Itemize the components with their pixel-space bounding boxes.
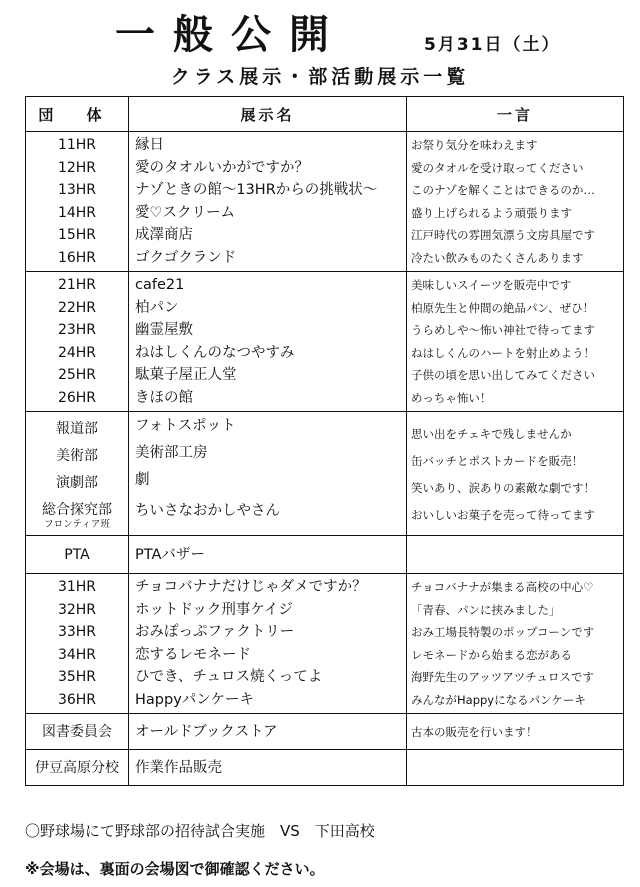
exhibit-name: チョコバナナだけじゃダメですか？	[135, 579, 367, 595]
exhibit-name: ホットドック刑事ケイジ	[135, 601, 293, 618]
org-name: 25HR	[57, 367, 97, 383]
org-cell	[26, 750, 129, 786]
exhibit-table	[25, 96, 624, 786]
exhibit-name: 作業作品販売	[135, 759, 222, 776]
org-name: 22HR	[57, 299, 97, 316]
baseball-note: 〇野球場にて野球部の招待試合実施 VS 下田高校	[25, 822, 375, 840]
table-row-pta	[26, 536, 624, 574]
page-subtitle: クラス展示・部活動展示一覧	[170, 66, 470, 88]
table-row-group-clubs	[26, 412, 624, 536]
exhibit-name: cafe21	[135, 277, 185, 293]
org-name: 21HR	[57, 277, 97, 293]
header	[0, 8, 640, 58]
table-row-group-3	[26, 574, 624, 714]
table-row-library	[26, 714, 624, 750]
exhibit-name: 恋するレモネード	[135, 646, 251, 663]
page-title: 一般公開	[115, 12, 347, 58]
comment-text: うらめしや～怖い神社で待ってます	[411, 323, 595, 337]
exhibit-name: おみぽっぷファクトリー	[135, 624, 295, 640]
org-name: 図書委員会	[42, 723, 112, 740]
table-row-group-1	[26, 132, 624, 272]
org-name: 総合探究部	[42, 502, 112, 518]
exhibit-name: 駄菓子屋正人堂	[135, 367, 237, 383]
org-cell	[26, 536, 129, 574]
comment-cell	[407, 750, 624, 786]
comment-cell	[407, 714, 624, 750]
org-name: 24HR	[57, 344, 97, 361]
exhibit-name: ねはしくんのなつやすみ	[135, 344, 295, 361]
org-name: 32HR	[57, 601, 97, 618]
exhibit-name: PTAバザー	[135, 546, 205, 563]
exhibit-name: 愛のタオルいかがですか？	[135, 159, 309, 176]
comment-cell	[407, 412, 624, 536]
org-cell	[26, 412, 129, 536]
org-name: PTA	[64, 546, 90, 563]
exhibit-name: 幽霊屋敷	[135, 322, 193, 338]
exhibit-name: ナゾときの館～13HRからの挑戦状～	[135, 182, 378, 198]
exhibit-name: ちいさなおかしやさん	[135, 502, 280, 519]
org-name: 31HR	[57, 579, 97, 595]
comment-text: 缶バッチとポストカードを販売！	[411, 453, 584, 468]
exhibit-cell	[129, 536, 407, 574]
org-cell	[26, 714, 129, 750]
comment-text: 柏原先生と仲間の絶品パン、ぜひ！	[411, 300, 595, 315]
org-name: 16HR	[57, 249, 97, 266]
event-date: 5月31日（土）	[424, 35, 561, 55]
org-subname: フロンティア班	[44, 519, 110, 530]
org-name: 14HR	[57, 204, 97, 221]
org-name: 12HR	[57, 159, 97, 176]
org-name: 15HR	[57, 227, 97, 243]
org-name: 26HR	[57, 389, 97, 406]
venue-note: ※会場は、裏面の会場図で御確認ください。	[25, 860, 325, 878]
table-header-row	[26, 97, 624, 132]
comment-text: ねはしくんのハートを射止めよう！	[411, 345, 595, 360]
exhibit-cell	[129, 750, 407, 786]
exhibit-name: 柏パン	[135, 299, 179, 316]
comment-text: レモネードから始まる恋がある	[411, 647, 572, 662]
org-name: 伊豆高原分校	[35, 759, 119, 776]
comment-text: 愛のタオルを受け取ってください	[411, 160, 584, 175]
table-row-group-2	[26, 272, 624, 412]
org-name: 36HR	[57, 691, 97, 708]
column-header-exhibit-name: 展示名	[129, 97, 407, 132]
exhibit-name: オールドブックストア	[135, 723, 278, 740]
comment-text: 海野先生のアッツアツチュロスです	[411, 670, 594, 684]
column-header-comment: 一言	[407, 97, 624, 132]
comment-text: みんながHappyになるパンケーキ	[411, 692, 586, 707]
comment-cell	[407, 574, 624, 714]
exhibit-cell	[129, 574, 407, 714]
org-name: 11HR	[57, 137, 97, 153]
comment-text: 「青春、パンに挟みました」	[411, 602, 561, 617]
comment-cell	[407, 536, 624, 574]
exhibit-name: Happyパンケーキ	[135, 691, 254, 708]
table-row-branch-school	[26, 750, 624, 786]
exhibit-cell	[129, 714, 407, 750]
org-name: 34HR	[57, 646, 97, 663]
exhibit-name: 成澤商店	[135, 227, 193, 243]
org-name: 報道部	[56, 421, 98, 437]
comment-text: 冷たい飲みものたくさんあります	[411, 250, 584, 265]
exhibit-name: 縁日	[135, 137, 164, 153]
org-name: 33HR	[57, 624, 97, 640]
comment-cell	[407, 272, 624, 412]
comment-text: おみ工場長特製のポップコーンです	[411, 625, 595, 639]
org-name: 35HR	[57, 669, 97, 685]
org-cell	[26, 574, 129, 714]
comment-cell	[407, 132, 624, 272]
org-name: 演劇部	[56, 475, 98, 491]
exhibit-cell	[129, 272, 407, 412]
exhibit-name: 劇	[135, 471, 150, 488]
comment-text: 江戸時代の雰囲気漂う文房具屋です	[411, 228, 595, 242]
exhibit-name: 愛♡スクリーム	[135, 204, 235, 221]
comment-text: 思い出をチェキで残しませんか	[411, 426, 572, 441]
org-cell	[26, 132, 129, 272]
comment-text: 古本の販売を行います！	[411, 724, 538, 739]
comment-text: 笑いあり、涙ありの素敵な劇です！	[411, 480, 595, 495]
column-header-organization: 団 体	[26, 97, 129, 132]
comment-text: 子供の頃を思い出してみてください	[411, 368, 595, 382]
org-cell	[26, 272, 129, 412]
comment-text: めっちゃ怖い！	[411, 390, 492, 405]
exhibit-name: ひでき、チュロス焼くってよ	[135, 669, 323, 685]
exhibit-name: ゴクゴクランド	[135, 249, 237, 266]
exhibit-cell	[129, 412, 407, 536]
exhibit-name: 美術部工房	[135, 444, 208, 461]
exhibit-name: フォトスポット	[135, 417, 236, 434]
comment-text: おいしいお菓子を売って待ってます	[411, 507, 595, 522]
exhibit-cell	[129, 132, 407, 272]
org-name: 23HR	[57, 322, 97, 338]
org-name: 13HR	[57, 182, 97, 198]
comment-text: 盛り上げられるよう頑張ります	[411, 205, 572, 220]
comment-text: チョコバナナが集まる高校の中心♡	[411, 580, 594, 594]
comment-text: このナゾを解くことはできるのか…	[411, 183, 595, 197]
exhibit-name: きほの館	[135, 389, 193, 406]
comment-text: お祭り気分を味わえます	[411, 138, 538, 152]
comment-text: 美味しいスイーツを販売中です	[411, 278, 572, 292]
org-name: 美術部	[56, 448, 98, 464]
